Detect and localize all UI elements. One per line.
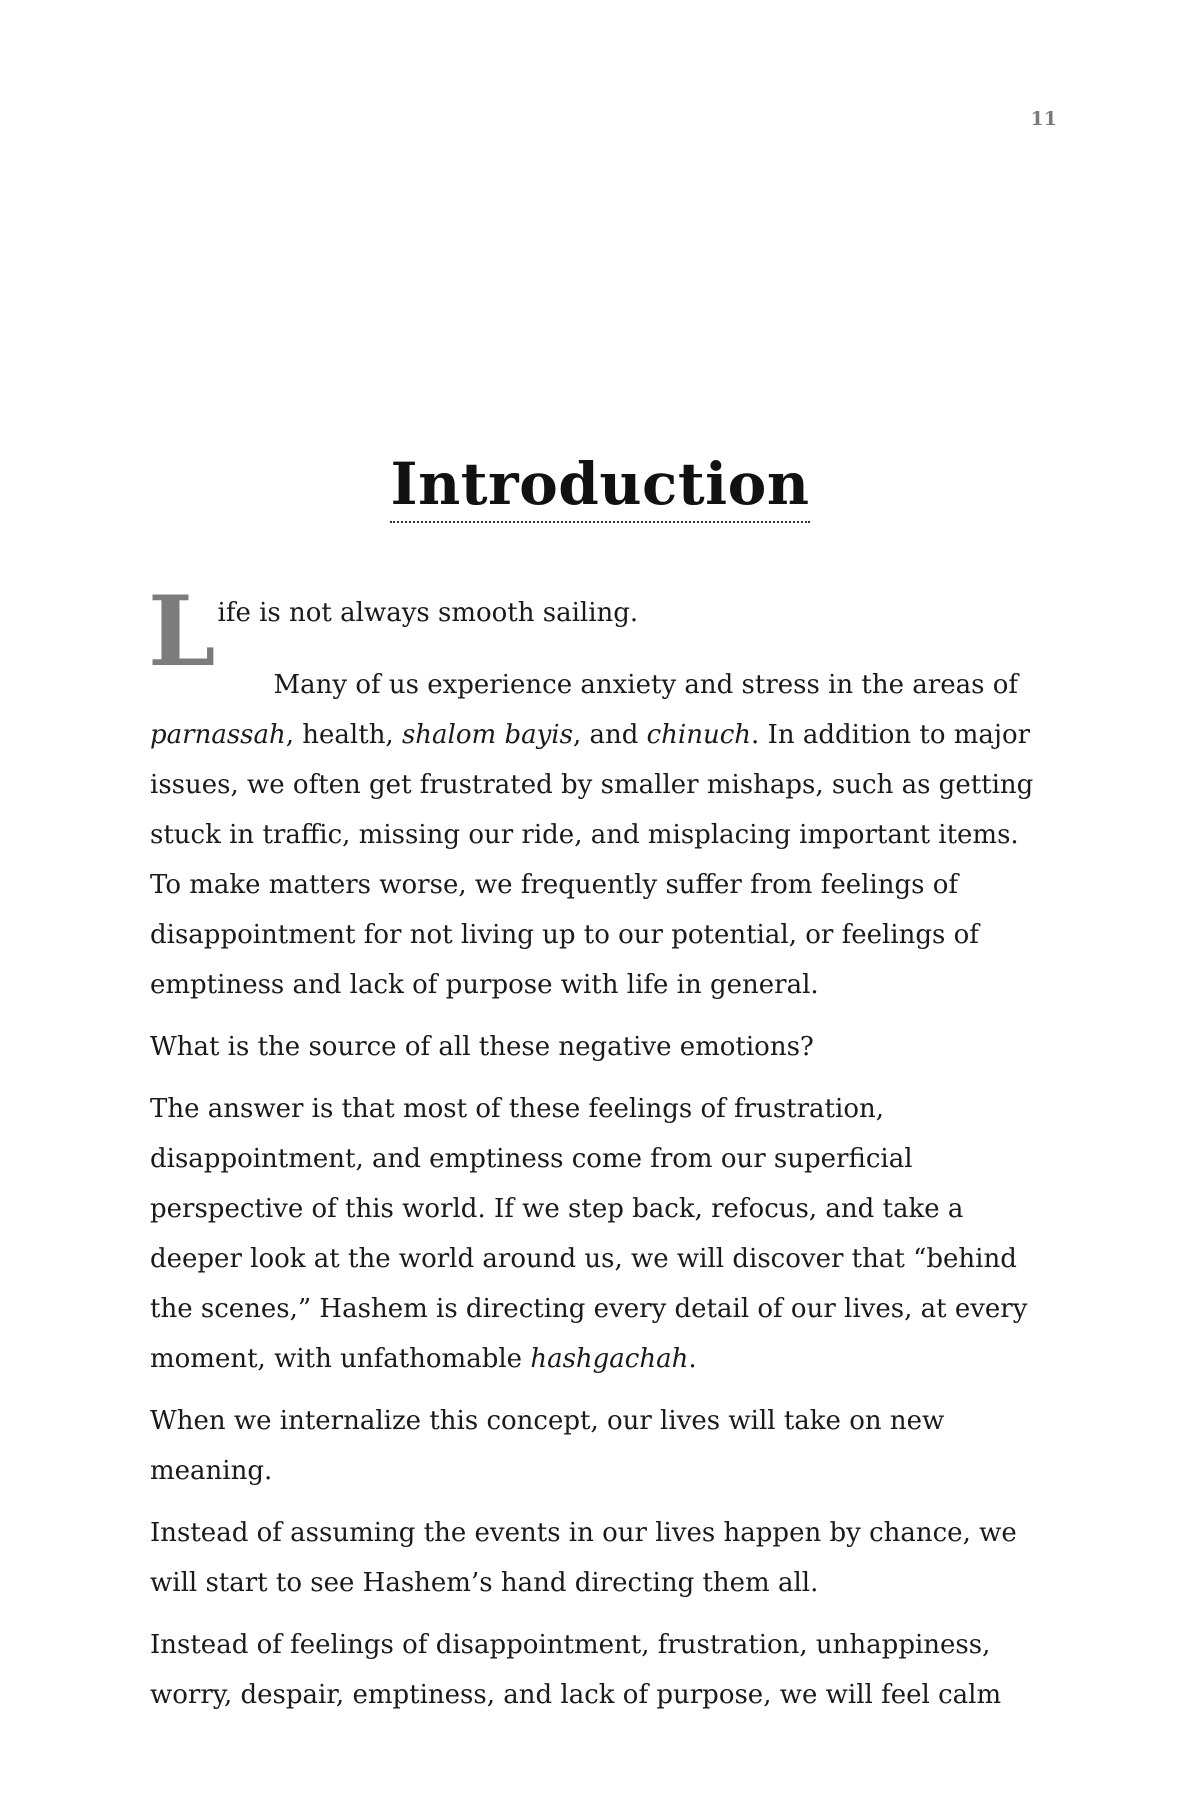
paragraph-5: When we internalize this concept, our lives will take on new meaning.: [150, 1406, 945, 1486]
paragraph-2-text-g: . In addition to major issues, we often get frustrated by smaller mishaps, such as getting stuck in traffic, missing our ride, and misplacing important items. To make matters worse, we frequently suffer from feelings of disappointment for not living up to our potential, or feelings of emptiness and lack of purpose with life in general.: [150, 720, 1034, 1000]
paragraph-2: [150, 660, 1055, 1010]
paragraph-3: What is the source of all these negative emotions?: [150, 1032, 814, 1062]
title-container: [0, 414, 1200, 562]
term-hashgachah: hashgachah: [530, 1344, 689, 1374]
term-shalom-bayis: shalom bayis: [401, 720, 573, 750]
paragraph-1-text: ife is not always smooth sailing.: [217, 598, 639, 628]
page-number: 11: [1030, 108, 1057, 130]
paragraph-2-text-e: , and: [572, 720, 647, 750]
term-chinuch: chinuch: [646, 720, 752, 750]
drop-cap: L: [148, 575, 216, 688]
chapter-title: Introduction: [390, 453, 809, 523]
paragraph-7: Instead of feelings of disappointment, frustration, unhappiness, worry, despair, emptiness, and lack of purpose, we will feel calm: [150, 1630, 1002, 1710]
body-text: [148, 575, 1055, 1732]
paragraph-4: [150, 1084, 1055, 1384]
paragraph-2-text-a: Many of us experience anxiety and stress in the areas of: [273, 670, 1018, 700]
paragraph-4-text-c: .: [688, 1344, 697, 1374]
paragraph-4-text-a: The answer is that most of these feelings of frustration, disappointment, and emptiness come from our superficial perspective of this world. If we step back, refocus, and take a deeper look at the world around us, we will discover that “behind the scenes,” Hashem is directing every detail of our lives, at every moment, with unfathomable: [150, 1094, 1028, 1374]
paragraph-6: Instead of assuming the events in our lives happen by chance, we will start to see Hashem’s hand directing them all.: [150, 1518, 1017, 1598]
paragraph-2-text-c: , health,: [285, 720, 402, 750]
term-parnassah: parnassah: [150, 720, 286, 750]
